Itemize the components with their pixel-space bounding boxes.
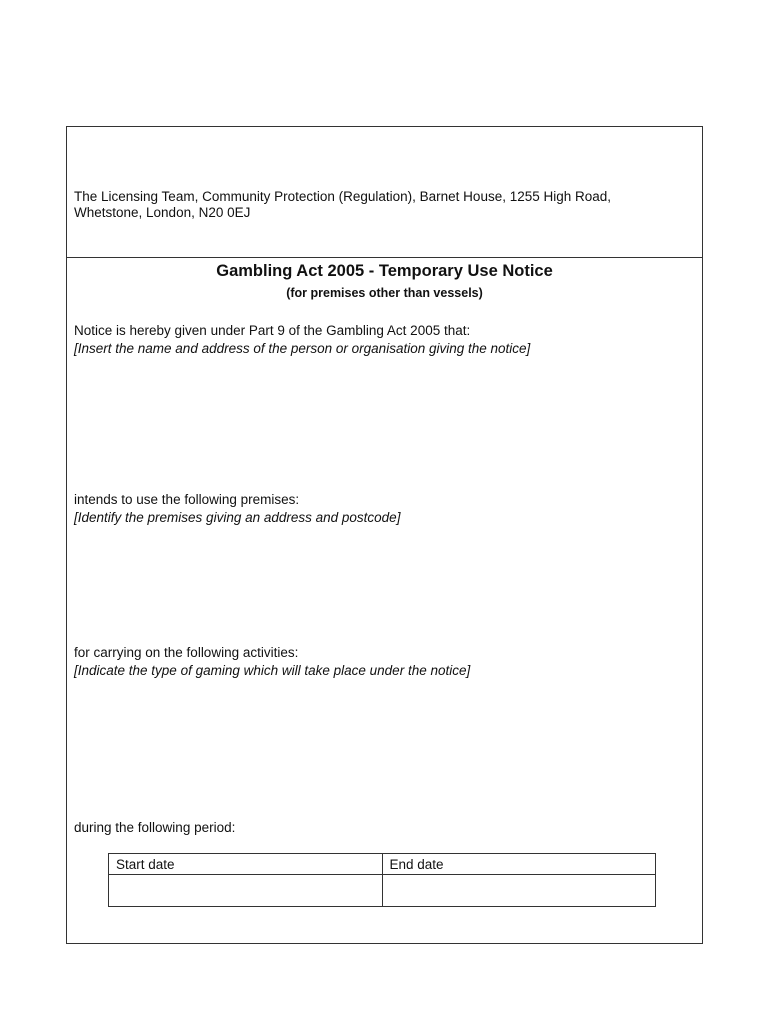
end-date-field[interactable] [382,875,656,907]
licensing-address-block [67,127,702,258]
form-subtitle: (for premises other than vessels) [286,286,483,300]
activities-hint: [Indicate the type of gaming which will take place under the notice] [74,663,471,678]
licensing-address [74,189,674,221]
period-table [108,853,656,907]
notice-hint: [Insert the name and address of the person or organisation giving the notice] [74,341,531,356]
premises-hint: [Identify the premises giving an address and postcode] [74,510,401,525]
start-date-field[interactable] [109,875,383,907]
start-date-header: Start date [109,854,383,875]
premises-label: intends to use the following premises: [74,492,300,507]
form-title: Gambling Act 2005 - Temporary Use Notice [216,262,553,280]
activities-label: for carrying on the following activities: [74,645,299,660]
address-line-1: The Licensing Team, Community Protection (Regulation), Barnet House, 1255 High Road, [74,189,612,204]
end-date-header: End date [382,854,656,875]
temporary-use-notice-form [66,126,703,944]
period-label: during the following period: [74,820,236,835]
notice-label: Notice is hereby given under Part 9 of the Gambling Act 2005 that: [74,323,471,338]
address-line-2: Whetstone, London, N20 0EJ [74,205,251,220]
